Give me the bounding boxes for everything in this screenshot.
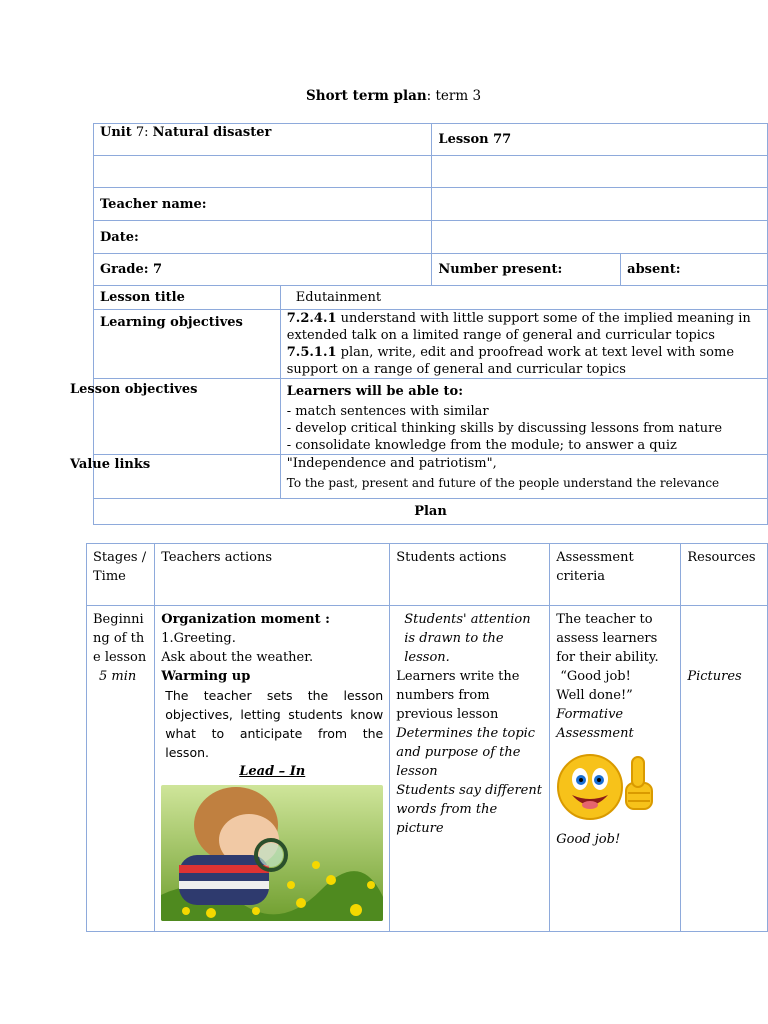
boy-magnifier-photo: [161, 785, 383, 921]
date-value: [432, 221, 768, 254]
student-actions-cell: Students' attention is drawn to the lesson. Learners write the numbers from previous lesson Determines the topic and purpose of the lesson Students say different words from the picture: [390, 606, 550, 932]
grade-label: Grade: 7: [94, 254, 432, 286]
value-links-label: Value links: [70, 457, 151, 472]
lesson-title-value: Edutainment: [280, 286, 767, 310]
assessment-cell: The teacher to assess learners for their ability. “Good job! Well done!” Formative Assessment Good job!: [550, 606, 681, 932]
lesson-objectives-label: Lesson objectives: [70, 382, 198, 397]
header-teachers: Teachers actions: [155, 544, 390, 606]
value-links-value: "Independence and patriotism", To the past, present and future of the people understand the relevance: [280, 455, 767, 499]
header-students: Students actions: [390, 544, 550, 606]
page-title: Short term plan: term 3: [306, 88, 482, 104]
resources-cell: Pictures: [681, 606, 768, 932]
header-resources: Resources: [681, 544, 768, 606]
teacher-actions-cell: Organization moment : 1.Greeting. Ask about the weather. Warming up The teacher sets the lesson objectives, letting students know what to anticipate from the lesson. Lead – In: [155, 606, 390, 932]
learning-objectives-value: 7.2.4.1 understand with little support some of the implied meaning in extended talk on a limited range of general and curricular topics 7.5.1.1 plan, write, edit and proofread work at text level with some support on a range of general and curricular topics: [280, 310, 767, 379]
teacher-name-label: Teacher name:: [94, 188, 432, 221]
plan-table: [86, 543, 768, 932]
header-assessment: Assessment criteria: [550, 544, 681, 606]
number-present-label: Number present:: [432, 254, 621, 286]
unit-cell: Unit 7: Natural disaster: [94, 124, 432, 156]
empty-cell: [94, 156, 432, 188]
learning-objectives-label: Learning objectives: [94, 310, 281, 379]
stage-cell: Beginning of the lesson 5 min: [87, 606, 155, 932]
lesson-number: Lesson 77: [432, 124, 768, 156]
lesson-objectives-value: Learners will be able to: - match sentences with similar - develop critical thinking skills by discussing lessons from nature - consolidate knowledge from the module; to answer a quiz: [280, 379, 767, 455]
teacher-name-value: [432, 188, 768, 221]
lesson-info-table: [93, 123, 768, 525]
lesson-title-label: Lesson title: [94, 286, 281, 310]
thumbs-up-smiley-icon: [556, 749, 661, 824]
absent-label: absent:: [621, 254, 768, 286]
empty-cell: [432, 156, 768, 188]
plan-heading: Plan: [94, 499, 768, 525]
date-label: Date:: [94, 221, 432, 254]
header-stages: Stages / Time: [87, 544, 155, 606]
